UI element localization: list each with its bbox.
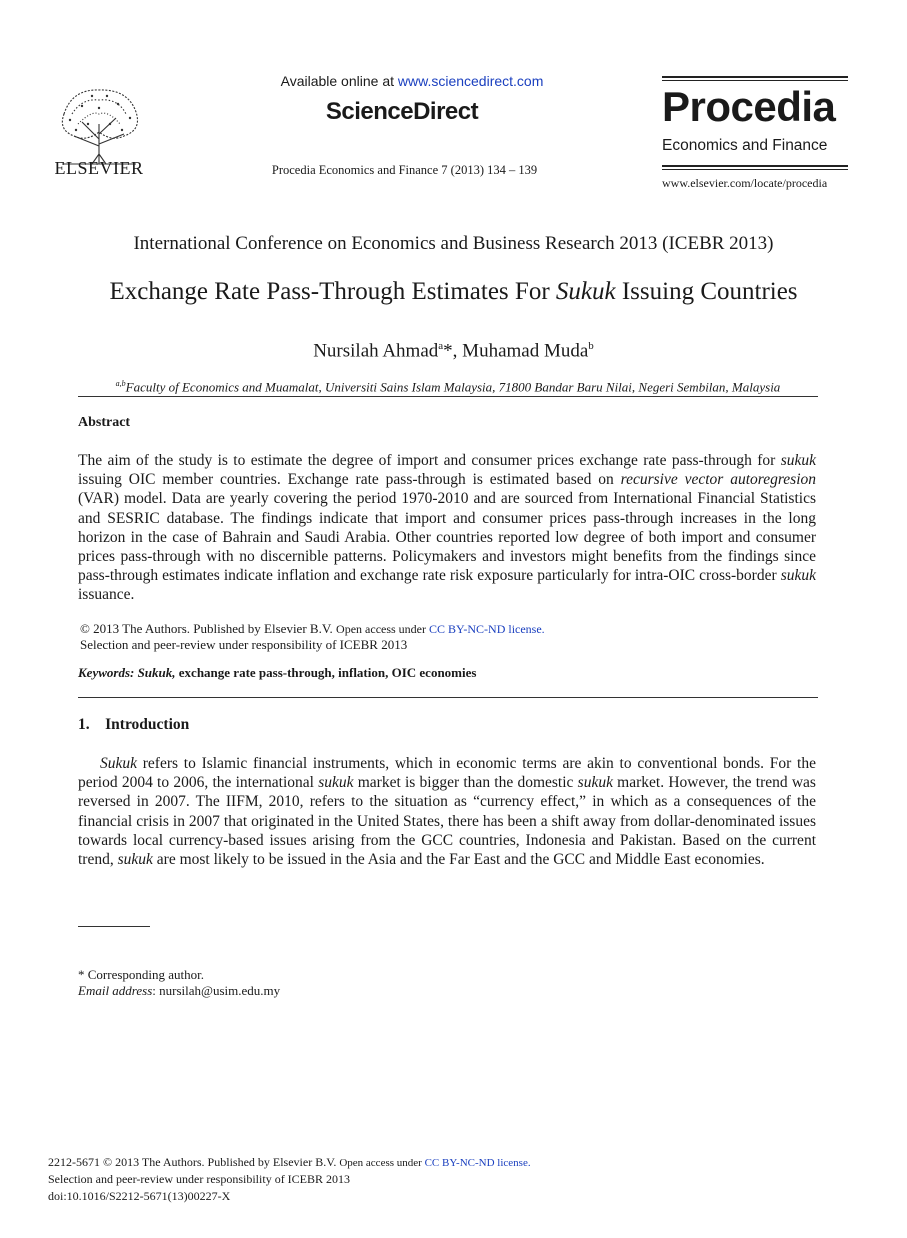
footnote-corresponding: * Corresponding author. [78,967,205,982]
footer-open-access: Open access under [339,1157,425,1169]
procedia-logo: Procedia [662,83,836,130]
email-label: Email address [78,983,153,998]
abstract-heading: Abstract [78,415,131,430]
license-link[interactable]: CC BY-NC-ND license. [429,622,545,636]
availability-line [262,73,562,89]
affiliation-sup: a,b [115,379,126,388]
affiliation-text: Faculty of Economics and Muamalat, Universiti Sains Islam Malaysia, 71800 Bandar Baru Nilai, Negeri Sembilan, Malaysia [125,379,781,395]
intro-italic-2: sukuk [318,774,354,792]
availability-prefix: Available online at [280,73,398,89]
abstract-text-2: issuing OIC member countries. Exchange rate pass-through is estimated based on [78,471,621,489]
intro-italic-1: Sukuk [100,755,138,772]
procedia-subtitle: Economics and Finance [662,137,828,154]
title-italic: Sukuk [555,278,616,305]
intro-text-1: refers to Islamic financial instruments, which in economic terms are akin to conventional bonds. For the period 2004 to 2006, the international [78,755,816,792]
procedia-top-rule-thin [662,80,848,81]
peer-review-text: Selection and peer-review under responsibility of ICEBR 2013 [80,637,408,652]
footer-doi[interactable]: doi:10.1016/S2212-5671(13)00227-X [48,1189,231,1203]
paper-title [0,278,907,306]
sciencedirect-link[interactable]: www.sciencedirect.com [397,73,544,89]
procedia-url[interactable]: www.elsevier.com/locate/procedia [662,176,828,190]
title-part1: Exchange Rate Pass-Through Estimates For [109,278,556,305]
footer-license-link[interactable]: CC BY-NC-ND license. [424,1157,531,1169]
affiliation [78,379,818,395]
introduction-body [78,754,816,869]
abstract-italic-2: recursive vector autoregresion [620,471,817,489]
copyright-block [80,621,818,653]
divider-bottom [78,697,818,698]
keywords-label: Keywords: Sukuk, [78,665,176,680]
keywords-text: exchange rate pass-through, inflation, OIC economies [175,665,477,680]
procedia-bottom-rule-thin [662,169,848,170]
intro-text-3: market. However, the trend was reversed in 2007. The IIFM, 2010, refers to the situation as “currency effect,” in which as a consequences of the financial crisis in 2007 that originated in the United States, there has been a shift away from dollar-denominated issues towards local currency-based issues arising from the GCC countries, Indonesia and Pakistan. Based on the current trend, [78,774,816,869]
sciencedirect-logo: ScienceDirect [325,98,479,125]
copyright-text: © 2013 The Authors. Published by Elsevier B.V. [80,621,337,636]
footer-issn: 2212-5671 © 2013 The Authors. Published by Elsevier B.V. [48,1155,340,1169]
title-part2: Issuing Countries [615,278,798,305]
footer-peer-review: Selection and peer-review under responsibility of ICEBR 2013 [48,1172,351,1186]
intro-text-4: are most likely to be issued in the Asia and the Far East and the GCC and Middle East economies. [152,851,765,869]
footer-issn-line [48,1155,531,1170]
divider-top [78,396,818,397]
elsevier-wordmark: ELSEVIER [54,158,144,178]
procedia-bottom-rule [662,165,848,167]
conference-name: International Conference on Economics and Business Research 2013 (ICEBR 2013) [133,233,774,254]
footnote-rule [78,926,150,927]
intro-italic-4: sukuk [117,851,153,869]
footnote-email [78,983,280,999]
open-access-text: Open access under [336,622,430,636]
email-value[interactable]: : nursilah@usim.edu.my [152,983,281,998]
intro-italic-3: sukuk [577,774,613,792]
author-1: Nursilah Ahmad [313,340,439,362]
abstract-italic-3: sukuk [780,567,816,585]
author-2: Muhamad Muda [462,340,589,362]
author-2-sup: b [588,340,594,352]
intro-text-2: market is bigger than the domestic [353,774,578,792]
author-1-sup: a [438,340,444,352]
abstract-text-1: The aim of the study is to estimate the degree of import and consumer prices exchange rate pass-through for [78,452,781,469]
section-heading-introduction: 1. Introduction [78,716,190,733]
abstract-text-4: issuance. [78,586,135,604]
author-1-mark: *, [443,340,463,362]
journal-reference: Procedia Economics and Finance 7 (2013) 134 – 139 [271,163,538,177]
abstract-italic-1: sukuk [780,452,816,469]
author-list [0,340,907,362]
abstract-body [78,451,816,605]
abstract-text-3: (VAR) model. Data are yearly covering the period 1970-2010 and are sourced from International Financial Statistics and SESRIC database. The findings indicate that import and consumer prices pass-through increases in the long horizon in the case of Bahrain and Saudi Arabia. Other countries reported low degree of both import and consumer prices pass-through with no discernible patterns. Policymakers and investors might benefits from the findings since pass-through estimates indicate inflation and exchange rate risk exposure particularly for intra-OIC cross-border [78,490,816,585]
procedia-top-rule [662,76,848,78]
keywords-line [78,665,816,681]
